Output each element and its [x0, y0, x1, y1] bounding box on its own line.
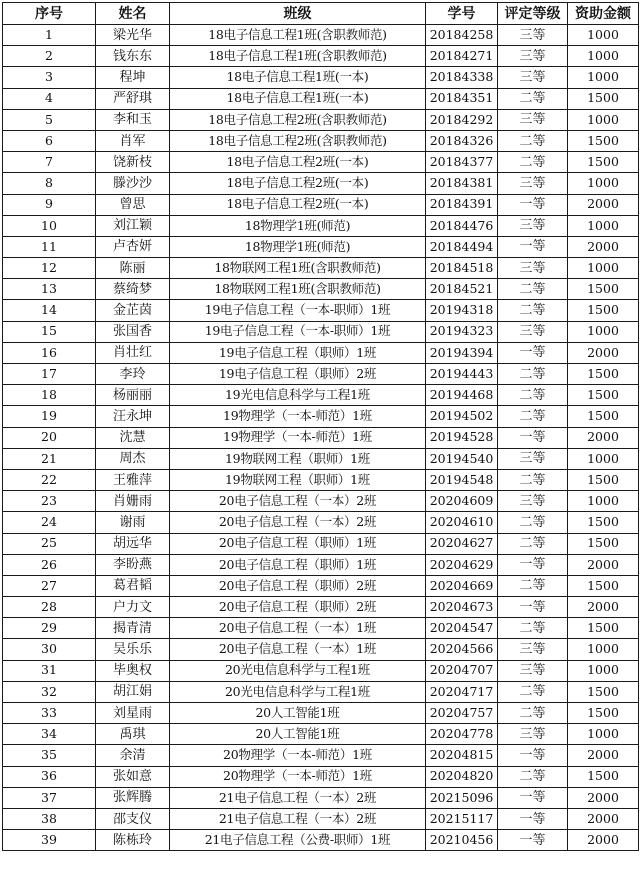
table-row — [3, 364, 639, 385]
table-row — [3, 130, 639, 151]
cell-class: 18物联网工程1班(含职教师范) — [170, 279, 426, 300]
cell-class: 20电子信息工程（职师）1班 — [170, 554, 426, 575]
cell-student-id: 20194540 — [426, 448, 498, 469]
cell-seq: 3 — [3, 67, 96, 88]
cell-name: 陈栋玲 — [96, 830, 170, 851]
cell-amount: 2000 — [568, 427, 639, 448]
cell-grade: 一等 — [498, 787, 568, 808]
cell-name: 周杰 — [96, 448, 170, 469]
cell-name: 程坤 — [96, 67, 170, 88]
cell-seq: 28 — [3, 597, 96, 618]
cell-student-id: 20184292 — [426, 109, 498, 130]
cell-amount: 1500 — [568, 681, 639, 702]
cell-seq: 29 — [3, 618, 96, 639]
cell-seq: 34 — [3, 724, 96, 745]
cell-class: 18物理学1班(师范) — [170, 215, 426, 236]
cell-amount: 1000 — [568, 724, 639, 745]
cell-class: 20电子信息工程（一本）2班 — [170, 491, 426, 512]
cell-name: 户力文 — [96, 597, 170, 618]
cell-amount: 1500 — [568, 512, 639, 533]
cell-class: 20电子信息工程（职师）2班 — [170, 575, 426, 596]
cell-amount: 1000 — [568, 448, 639, 469]
cell-class: 19物理学（一本-师范）1班 — [170, 427, 426, 448]
cell-amount: 1000 — [568, 258, 639, 279]
cell-class: 18电子信息工程2班(一本) — [170, 194, 426, 215]
cell-class: 20物理学（一本-师范）1班 — [170, 745, 426, 766]
cell-amount: 1000 — [568, 46, 639, 67]
table-row — [3, 491, 639, 512]
table-row — [3, 427, 639, 448]
cell-student-id: 20184494 — [426, 236, 498, 257]
cell-name: 蔡绮梦 — [96, 279, 170, 300]
cell-student-id: 20184518 — [426, 258, 498, 279]
cell-grade: 三等 — [498, 173, 568, 194]
cell-student-id: 20194468 — [426, 385, 498, 406]
cell-student-id: 20184377 — [426, 152, 498, 173]
cell-grade: 二等 — [498, 575, 568, 596]
cell-seq: 17 — [3, 364, 96, 385]
cell-class: 21电子信息工程（公费-职师）1班 — [170, 830, 426, 851]
cell-class: 18电子信息工程1班(一本) — [170, 88, 426, 109]
cell-student-id: 20204566 — [426, 639, 498, 660]
cell-class: 20光电信息科学与工程1班 — [170, 660, 426, 681]
cell-class: 20电子信息工程（一本）2班 — [170, 512, 426, 533]
cell-student-id: 20194548 — [426, 469, 498, 490]
cell-amount: 1500 — [568, 575, 639, 596]
cell-student-id: 20194443 — [426, 364, 498, 385]
cell-student-id: 20210456 — [426, 830, 498, 851]
table-row — [3, 258, 639, 279]
cell-name: 钱东东 — [96, 46, 170, 67]
cell-class: 20电子信息工程（职师）1班 — [170, 533, 426, 554]
cell-name: 王雅萍 — [96, 469, 170, 490]
cell-grade: 二等 — [498, 512, 568, 533]
cell-student-id: 20204717 — [426, 681, 498, 702]
cell-seq: 16 — [3, 342, 96, 363]
cell-amount: 1000 — [568, 321, 639, 342]
funding-list-sheet — [2, 2, 638, 851]
cell-grade: 三等 — [498, 491, 568, 512]
cell-grade: 二等 — [498, 703, 568, 724]
table-row — [3, 25, 639, 46]
cell-grade: 一等 — [498, 427, 568, 448]
cell-grade: 三等 — [498, 660, 568, 681]
cell-amount: 1500 — [568, 364, 639, 385]
cell-class: 18电子信息工程2班(含职教师范) — [170, 109, 426, 130]
cell-student-id: 20184338 — [426, 67, 498, 88]
table-row — [3, 703, 639, 724]
table-row — [3, 448, 639, 469]
header-seq: 序号 — [3, 3, 96, 25]
table-row — [3, 597, 639, 618]
cell-amount: 2000 — [568, 787, 639, 808]
cell-seq: 7 — [3, 152, 96, 173]
cell-grade: 三等 — [498, 109, 568, 130]
table-row — [3, 808, 639, 829]
cell-amount: 1000 — [568, 25, 639, 46]
cell-grade: 二等 — [498, 130, 568, 151]
cell-amount: 1500 — [568, 703, 639, 724]
table-row — [3, 660, 639, 681]
table-row — [3, 88, 639, 109]
cell-student-id: 20184271 — [426, 46, 498, 67]
cell-grade: 二等 — [498, 406, 568, 427]
funding-table — [2, 2, 639, 851]
cell-grade: 一等 — [498, 194, 568, 215]
cell-name: 刘星雨 — [96, 703, 170, 724]
cell-grade: 二等 — [498, 618, 568, 639]
cell-class: 21电子信息工程（一本）2班 — [170, 808, 426, 829]
cell-student-id: 20204757 — [426, 703, 498, 724]
cell-seq: 15 — [3, 321, 96, 342]
table-row — [3, 215, 639, 236]
cell-class: 19物联网工程（职师）1班 — [170, 469, 426, 490]
cell-seq: 32 — [3, 681, 96, 702]
cell-student-id: 20194394 — [426, 342, 498, 363]
table-row — [3, 46, 639, 67]
cell-name: 梁光华 — [96, 25, 170, 46]
cell-student-id: 20204778 — [426, 724, 498, 745]
cell-grade: 一等 — [498, 554, 568, 575]
cell-student-id: 20204815 — [426, 745, 498, 766]
cell-grade: 三等 — [498, 67, 568, 88]
cell-name: 毕奥权 — [96, 660, 170, 681]
cell-class: 19物联网工程（职师）1班 — [170, 448, 426, 469]
cell-grade: 一等 — [498, 236, 568, 257]
cell-class: 18电子信息工程2班(一本) — [170, 152, 426, 173]
cell-grade: 二等 — [498, 364, 568, 385]
cell-class: 18电子信息工程2班(含职教师范) — [170, 130, 426, 151]
cell-amount: 1000 — [568, 109, 639, 130]
cell-seq: 25 — [3, 533, 96, 554]
cell-class: 20物理学（一本-师范）1班 — [170, 766, 426, 787]
table-row — [3, 385, 639, 406]
table-row — [3, 469, 639, 490]
cell-amount: 1500 — [568, 618, 639, 639]
cell-amount: 1500 — [568, 406, 639, 427]
header-amount: 资助金额 — [568, 3, 639, 25]
cell-amount: 1500 — [568, 152, 639, 173]
cell-grade: 二等 — [498, 681, 568, 702]
table-row — [3, 533, 639, 554]
cell-student-id: 20204547 — [426, 618, 498, 639]
cell-student-id: 20204610 — [426, 512, 498, 533]
cell-grade: 三等 — [498, 448, 568, 469]
table-row — [3, 152, 639, 173]
cell-seq: 18 — [3, 385, 96, 406]
cell-grade: 二等 — [498, 385, 568, 406]
cell-name: 揭青清 — [96, 618, 170, 639]
cell-seq: 35 — [3, 745, 96, 766]
table-row — [3, 300, 639, 321]
table-row — [3, 109, 639, 130]
table-row — [3, 406, 639, 427]
cell-student-id: 20194318 — [426, 300, 498, 321]
cell-name: 沈慧 — [96, 427, 170, 448]
cell-seq: 37 — [3, 787, 96, 808]
cell-amount: 1500 — [568, 279, 639, 300]
cell-student-id: 20184476 — [426, 215, 498, 236]
cell-name: 金芷茵 — [96, 300, 170, 321]
cell-student-id: 20194323 — [426, 321, 498, 342]
cell-seq: 24 — [3, 512, 96, 533]
cell-name: 肖壮红 — [96, 342, 170, 363]
cell-amount: 2000 — [568, 554, 639, 575]
cell-grade: 二等 — [498, 300, 568, 321]
cell-amount: 1500 — [568, 88, 639, 109]
cell-name: 胡江娟 — [96, 681, 170, 702]
cell-amount: 2000 — [568, 597, 639, 618]
table-row — [3, 766, 639, 787]
table-row — [3, 681, 639, 702]
cell-grade: 三等 — [498, 724, 568, 745]
cell-seq: 5 — [3, 109, 96, 130]
cell-name: 谢雨 — [96, 512, 170, 533]
cell-amount: 2000 — [568, 830, 639, 851]
cell-grade: 三等 — [498, 321, 568, 342]
cell-amount: 1000 — [568, 173, 639, 194]
cell-student-id: 20204673 — [426, 597, 498, 618]
cell-seq: 27 — [3, 575, 96, 596]
cell-amount: 2000 — [568, 342, 639, 363]
cell-class: 18电子信息工程1班(含职教师范) — [170, 46, 426, 67]
cell-student-id: 20184326 — [426, 130, 498, 151]
cell-student-id: 20204669 — [426, 575, 498, 596]
cell-amount: 2000 — [568, 745, 639, 766]
cell-seq: 20 — [3, 427, 96, 448]
table-row — [3, 236, 639, 257]
table-body — [3, 25, 639, 851]
cell-student-id: 20184258 — [426, 25, 498, 46]
cell-student-id: 20204627 — [426, 533, 498, 554]
table-row — [3, 618, 639, 639]
table-row — [3, 639, 639, 660]
cell-name: 余清 — [96, 745, 170, 766]
cell-class: 20电子信息工程（职师）2班 — [170, 597, 426, 618]
cell-grade: 一等 — [498, 808, 568, 829]
cell-grade: 一等 — [498, 597, 568, 618]
cell-name: 禹琪 — [96, 724, 170, 745]
cell-seq: 23 — [3, 491, 96, 512]
cell-seq: 8 — [3, 173, 96, 194]
cell-grade: 三等 — [498, 258, 568, 279]
cell-amount: 2000 — [568, 236, 639, 257]
cell-seq: 9 — [3, 194, 96, 215]
table-row — [3, 724, 639, 745]
table-row — [3, 194, 639, 215]
cell-seq: 31 — [3, 660, 96, 681]
cell-seq: 39 — [3, 830, 96, 851]
cell-seq: 30 — [3, 639, 96, 660]
cell-amount: 1500 — [568, 130, 639, 151]
cell-grade: 三等 — [498, 215, 568, 236]
cell-grade: 二等 — [498, 152, 568, 173]
cell-class: 19电子信息工程（职师）1班 — [170, 342, 426, 363]
cell-name: 李盼燕 — [96, 554, 170, 575]
cell-name: 汪永坤 — [96, 406, 170, 427]
cell-name: 张国香 — [96, 321, 170, 342]
cell-class: 21电子信息工程（一本）2班 — [170, 787, 426, 808]
cell-grade: 二等 — [498, 533, 568, 554]
cell-name: 肖军 — [96, 130, 170, 151]
cell-class: 18电子信息工程1班(一本) — [170, 67, 426, 88]
table-row — [3, 173, 639, 194]
cell-name: 胡远华 — [96, 533, 170, 554]
cell-grade: 一等 — [498, 830, 568, 851]
cell-name: 吴乐乐 — [96, 639, 170, 660]
cell-grade: 三等 — [498, 46, 568, 67]
cell-amount: 1500 — [568, 766, 639, 787]
table-row — [3, 554, 639, 575]
table-row — [3, 512, 639, 533]
cell-amount: 1000 — [568, 660, 639, 681]
cell-seq: 14 — [3, 300, 96, 321]
cell-class: 19光电信息科学与工程1班 — [170, 385, 426, 406]
cell-grade: 一等 — [498, 745, 568, 766]
cell-class: 20人工智能1班 — [170, 703, 426, 724]
cell-amount: 2000 — [568, 808, 639, 829]
table-row — [3, 67, 639, 88]
cell-class: 19电子信息工程（职师）2班 — [170, 364, 426, 385]
table-row — [3, 321, 639, 342]
header-class: 班级 — [170, 3, 426, 25]
cell-amount: 1500 — [568, 300, 639, 321]
cell-student-id: 20204609 — [426, 491, 498, 512]
cell-amount: 2000 — [568, 194, 639, 215]
cell-amount: 1000 — [568, 491, 639, 512]
cell-seq: 33 — [3, 703, 96, 724]
cell-class: 18电子信息工程2班(一本) — [170, 173, 426, 194]
cell-seq: 21 — [3, 448, 96, 469]
header-student-id: 学号 — [426, 3, 498, 25]
cell-name: 李玲 — [96, 364, 170, 385]
cell-student-id: 20184351 — [426, 88, 498, 109]
cell-student-id: 20184381 — [426, 173, 498, 194]
cell-seq: 12 — [3, 258, 96, 279]
cell-seq: 6 — [3, 130, 96, 151]
cell-name: 葛君韬 — [96, 575, 170, 596]
cell-student-id: 20184391 — [426, 194, 498, 215]
cell-name: 饶新枝 — [96, 152, 170, 173]
cell-seq: 2 — [3, 46, 96, 67]
cell-grade: 一等 — [498, 342, 568, 363]
cell-name: 滕沙沙 — [96, 173, 170, 194]
cell-class: 19电子信息工程（一本-职师）1班 — [170, 321, 426, 342]
cell-name: 邵支仪 — [96, 808, 170, 829]
cell-seq: 19 — [3, 406, 96, 427]
table-row — [3, 745, 639, 766]
cell-grade: 三等 — [498, 639, 568, 660]
cell-class: 18物联网工程1班(含职教师范) — [170, 258, 426, 279]
cell-class: 18物理学1班(师范) — [170, 236, 426, 257]
cell-student-id: 20204820 — [426, 766, 498, 787]
cell-seq: 13 — [3, 279, 96, 300]
cell-class: 19物理学（一本-师范）1班 — [170, 406, 426, 427]
cell-name: 卢杏妍 — [96, 236, 170, 257]
cell-student-id: 20215096 — [426, 787, 498, 808]
header-row — [3, 3, 639, 25]
cell-grade: 二等 — [498, 766, 568, 787]
cell-class: 18电子信息工程1班(含职教师范) — [170, 25, 426, 46]
cell-seq: 38 — [3, 808, 96, 829]
cell-grade: 二等 — [498, 469, 568, 490]
cell-seq: 4 — [3, 88, 96, 109]
cell-name: 严舒琪 — [96, 88, 170, 109]
cell-amount: 1500 — [568, 385, 639, 406]
cell-class: 20电子信息工程（一本）1班 — [170, 639, 426, 660]
cell-amount: 1000 — [568, 639, 639, 660]
cell-seq: 22 — [3, 469, 96, 490]
cell-seq: 26 — [3, 554, 96, 575]
cell-name: 张如意 — [96, 766, 170, 787]
cell-grade: 三等 — [498, 25, 568, 46]
table-row — [3, 279, 639, 300]
cell-student-id: 20194502 — [426, 406, 498, 427]
cell-name: 张辉腾 — [96, 787, 170, 808]
cell-seq: 1 — [3, 25, 96, 46]
cell-student-id: 20204707 — [426, 660, 498, 681]
cell-name: 杨丽丽 — [96, 385, 170, 406]
cell-class: 19电子信息工程（一本-职师）1班 — [170, 300, 426, 321]
header-name: 姓名 — [96, 3, 170, 25]
cell-name: 肖姗雨 — [96, 491, 170, 512]
cell-amount: 1500 — [568, 533, 639, 554]
cell-seq: 11 — [3, 236, 96, 257]
cell-name: 刘江颖 — [96, 215, 170, 236]
cell-student-id: 20194528 — [426, 427, 498, 448]
cell-seq: 36 — [3, 766, 96, 787]
cell-amount: 1000 — [568, 67, 639, 88]
cell-name: 陈丽 — [96, 258, 170, 279]
cell-student-id: 20184521 — [426, 279, 498, 300]
table-row — [3, 830, 639, 851]
cell-name: 李和玉 — [96, 109, 170, 130]
cell-class: 20人工智能1班 — [170, 724, 426, 745]
cell-amount: 1000 — [568, 215, 639, 236]
cell-seq: 10 — [3, 215, 96, 236]
table-row — [3, 342, 639, 363]
cell-amount: 1500 — [568, 469, 639, 490]
cell-student-id: 20215117 — [426, 808, 498, 829]
table-row — [3, 787, 639, 808]
header-grade: 评定等级 — [498, 3, 568, 25]
cell-grade: 二等 — [498, 88, 568, 109]
table-row — [3, 575, 639, 596]
cell-class: 20电子信息工程（一本）1班 — [170, 618, 426, 639]
cell-student-id: 20204629 — [426, 554, 498, 575]
cell-class: 20光电信息科学与工程1班 — [170, 681, 426, 702]
cell-grade: 二等 — [498, 279, 568, 300]
cell-name: 曾思 — [96, 194, 170, 215]
